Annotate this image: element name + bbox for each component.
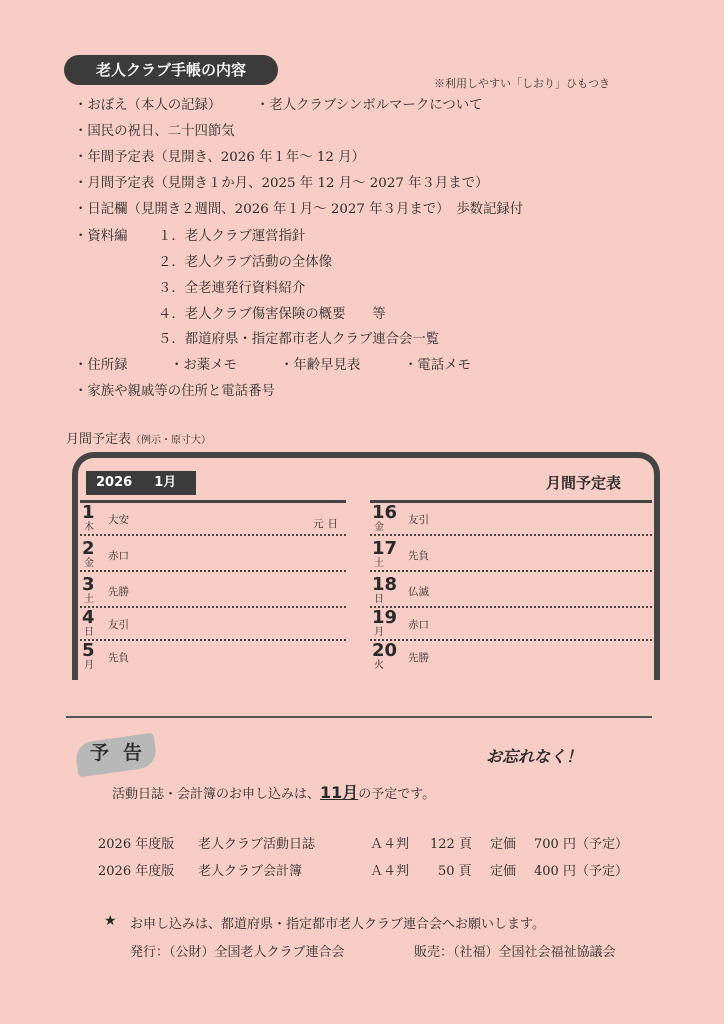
holiday-name: 元日 <box>313 518 342 530</box>
weekday: 日 <box>84 627 94 638</box>
product-size: Ａ４判 <box>370 837 410 852</box>
calendar-day-row <box>370 641 652 674</box>
rokuyo: 赤口 <box>408 619 429 631</box>
item-age-table: ・年齢早見表 <box>280 358 361 373</box>
item-annual-schedule: ・年間予定表（見開き、2026 年１年～ 12 月） <box>74 150 365 165</box>
day-number: 17 <box>372 538 398 559</box>
calendar-title: 月間予定表 <box>546 474 622 492</box>
calendar-caption-title: 月間予定表 <box>66 432 132 447</box>
weekday: 金 <box>84 558 94 569</box>
item-oboe: ・おぼえ（本人の記録） <box>74 98 222 113</box>
product-name: 老人クラブ会計簿 <box>198 864 303 879</box>
shiryo-item: ３．全老連発行資料紹介 <box>158 281 306 296</box>
calendar-day-row <box>370 575 652 608</box>
item-medicine-memo: ・お薬メモ <box>170 358 237 373</box>
weekday: 土 <box>84 594 94 605</box>
weekday: 火 <box>374 660 384 671</box>
apply-note: お申し込みは、都道府県・指定都市老人クラブ連合会へお願いします。 <box>130 917 545 932</box>
weekday: 木 <box>84 522 94 533</box>
rokuyo: 先勝 <box>408 652 429 664</box>
rokuyo: 先負 <box>408 550 429 562</box>
product-edition: 2026 年度版 <box>98 837 175 852</box>
item-family-contacts: ・家族や親戚等の住所と電話番号 <box>74 384 275 399</box>
shiryo-item: ５．都道府県・指定都市老人クラブ連合会一覧 <box>158 332 440 347</box>
item-address-book: ・住所録 <box>74 358 128 373</box>
seller: 販売：（社福）全国社会福祉協議会 <box>414 945 616 960</box>
day-number: 2 <box>82 538 95 559</box>
day-number: 4 <box>82 607 95 628</box>
weekday: 日 <box>374 594 384 605</box>
calendar-day-row <box>370 503 652 536</box>
order-month: 11月 <box>320 783 359 802</box>
calendar-day-row <box>370 608 652 641</box>
day-number: 1 <box>82 502 95 523</box>
calendar-month: 1月 <box>154 475 177 490</box>
bookmark-note: ※利用しやすい「しおり」ひもつき <box>434 77 610 90</box>
weekday: 土 <box>374 558 384 569</box>
notice-heading: 予告 <box>90 742 157 764</box>
star-icon: ★ <box>104 913 117 929</box>
rokuyo: 先勝 <box>108 586 129 598</box>
day-number: 18 <box>372 574 398 595</box>
product-pages: 50 頁 <box>438 864 472 879</box>
weekday: 月 <box>84 660 94 671</box>
rokuyo: 先負 <box>108 652 129 664</box>
day-number: 20 <box>372 640 398 661</box>
item-shiryo-label: ・資料編 <box>74 229 128 244</box>
section-divider <box>66 716 652 718</box>
calendar-caption-note: （例示・原寸大） <box>131 435 212 446</box>
item-symbol-mark: ・老人クラブシンボルマークについて <box>256 98 483 113</box>
calendar-day-row <box>80 641 346 674</box>
item-phone-memo: ・電話メモ <box>404 358 471 373</box>
order-sentence <box>112 780 435 803</box>
calendar-day-row <box>80 503 346 536</box>
calendar-day-row <box>80 608 346 641</box>
product-price-label: 定価 <box>490 864 517 879</box>
weekday: 金 <box>374 522 384 533</box>
product-edition: 2026 年度版 <box>98 864 175 879</box>
day-number: 5 <box>82 640 95 661</box>
product-name: 老人クラブ活動日誌 <box>198 837 316 852</box>
rokuyo: 友引 <box>108 619 129 631</box>
publisher: 発行：（公財）全国老人クラブ連合会 <box>130 945 345 960</box>
day-number: 19 <box>372 607 398 628</box>
calendar-day-row <box>80 575 346 608</box>
shiryo-item: ４．老人クラブ傷害保険の概要 等 <box>158 307 386 322</box>
item-diary: ・日記欄（見開き２週間、2026 年１月～ 2027 年３月まで） 歩数記録付 <box>74 202 524 217</box>
calendar-day-row <box>80 539 346 572</box>
weekday: 月 <box>374 627 384 638</box>
order-sentence-post: の予定です。 <box>358 787 436 802</box>
product-pages: 122 頁 <box>430 837 472 852</box>
order-sentence-pre: 活動日誌・会計簿のお申し込みは、 <box>112 787 321 802</box>
calendar-year: 2026 <box>96 475 133 490</box>
shiryo-item: ２．老人クラブ活動の全体像 <box>158 255 333 270</box>
rokuyo: 仏滅 <box>408 586 429 598</box>
calendar-caption <box>66 428 211 447</box>
product-price-label: 定価 <box>490 837 517 852</box>
product-size: Ａ４判 <box>370 864 410 879</box>
rokuyo: 赤口 <box>108 550 129 562</box>
rokuyo: 友引 <box>408 514 429 526</box>
section-title: 老人クラブ手帳の内容 <box>64 55 278 85</box>
shiryo-item: １．老人クラブ運営指針 <box>158 229 306 244</box>
rokuyo: 大安 <box>108 514 129 526</box>
calendar-day-row <box>370 539 652 572</box>
product-price: 700 円（予定） <box>534 837 628 852</box>
day-number: 3 <box>82 574 95 595</box>
item-holidays: ・国民の祝日、二十四節気 <box>74 124 235 139</box>
calendar-year-month <box>86 471 196 495</box>
reminder-text: お忘れなく！ <box>486 747 583 766</box>
day-number: 16 <box>372 502 398 523</box>
item-monthly-schedule: ・月間予定表（見開き１か月、2025 年 12 月～ 2027 年３月まで） <box>74 176 489 191</box>
product-price: 400 円（予定） <box>534 864 628 879</box>
